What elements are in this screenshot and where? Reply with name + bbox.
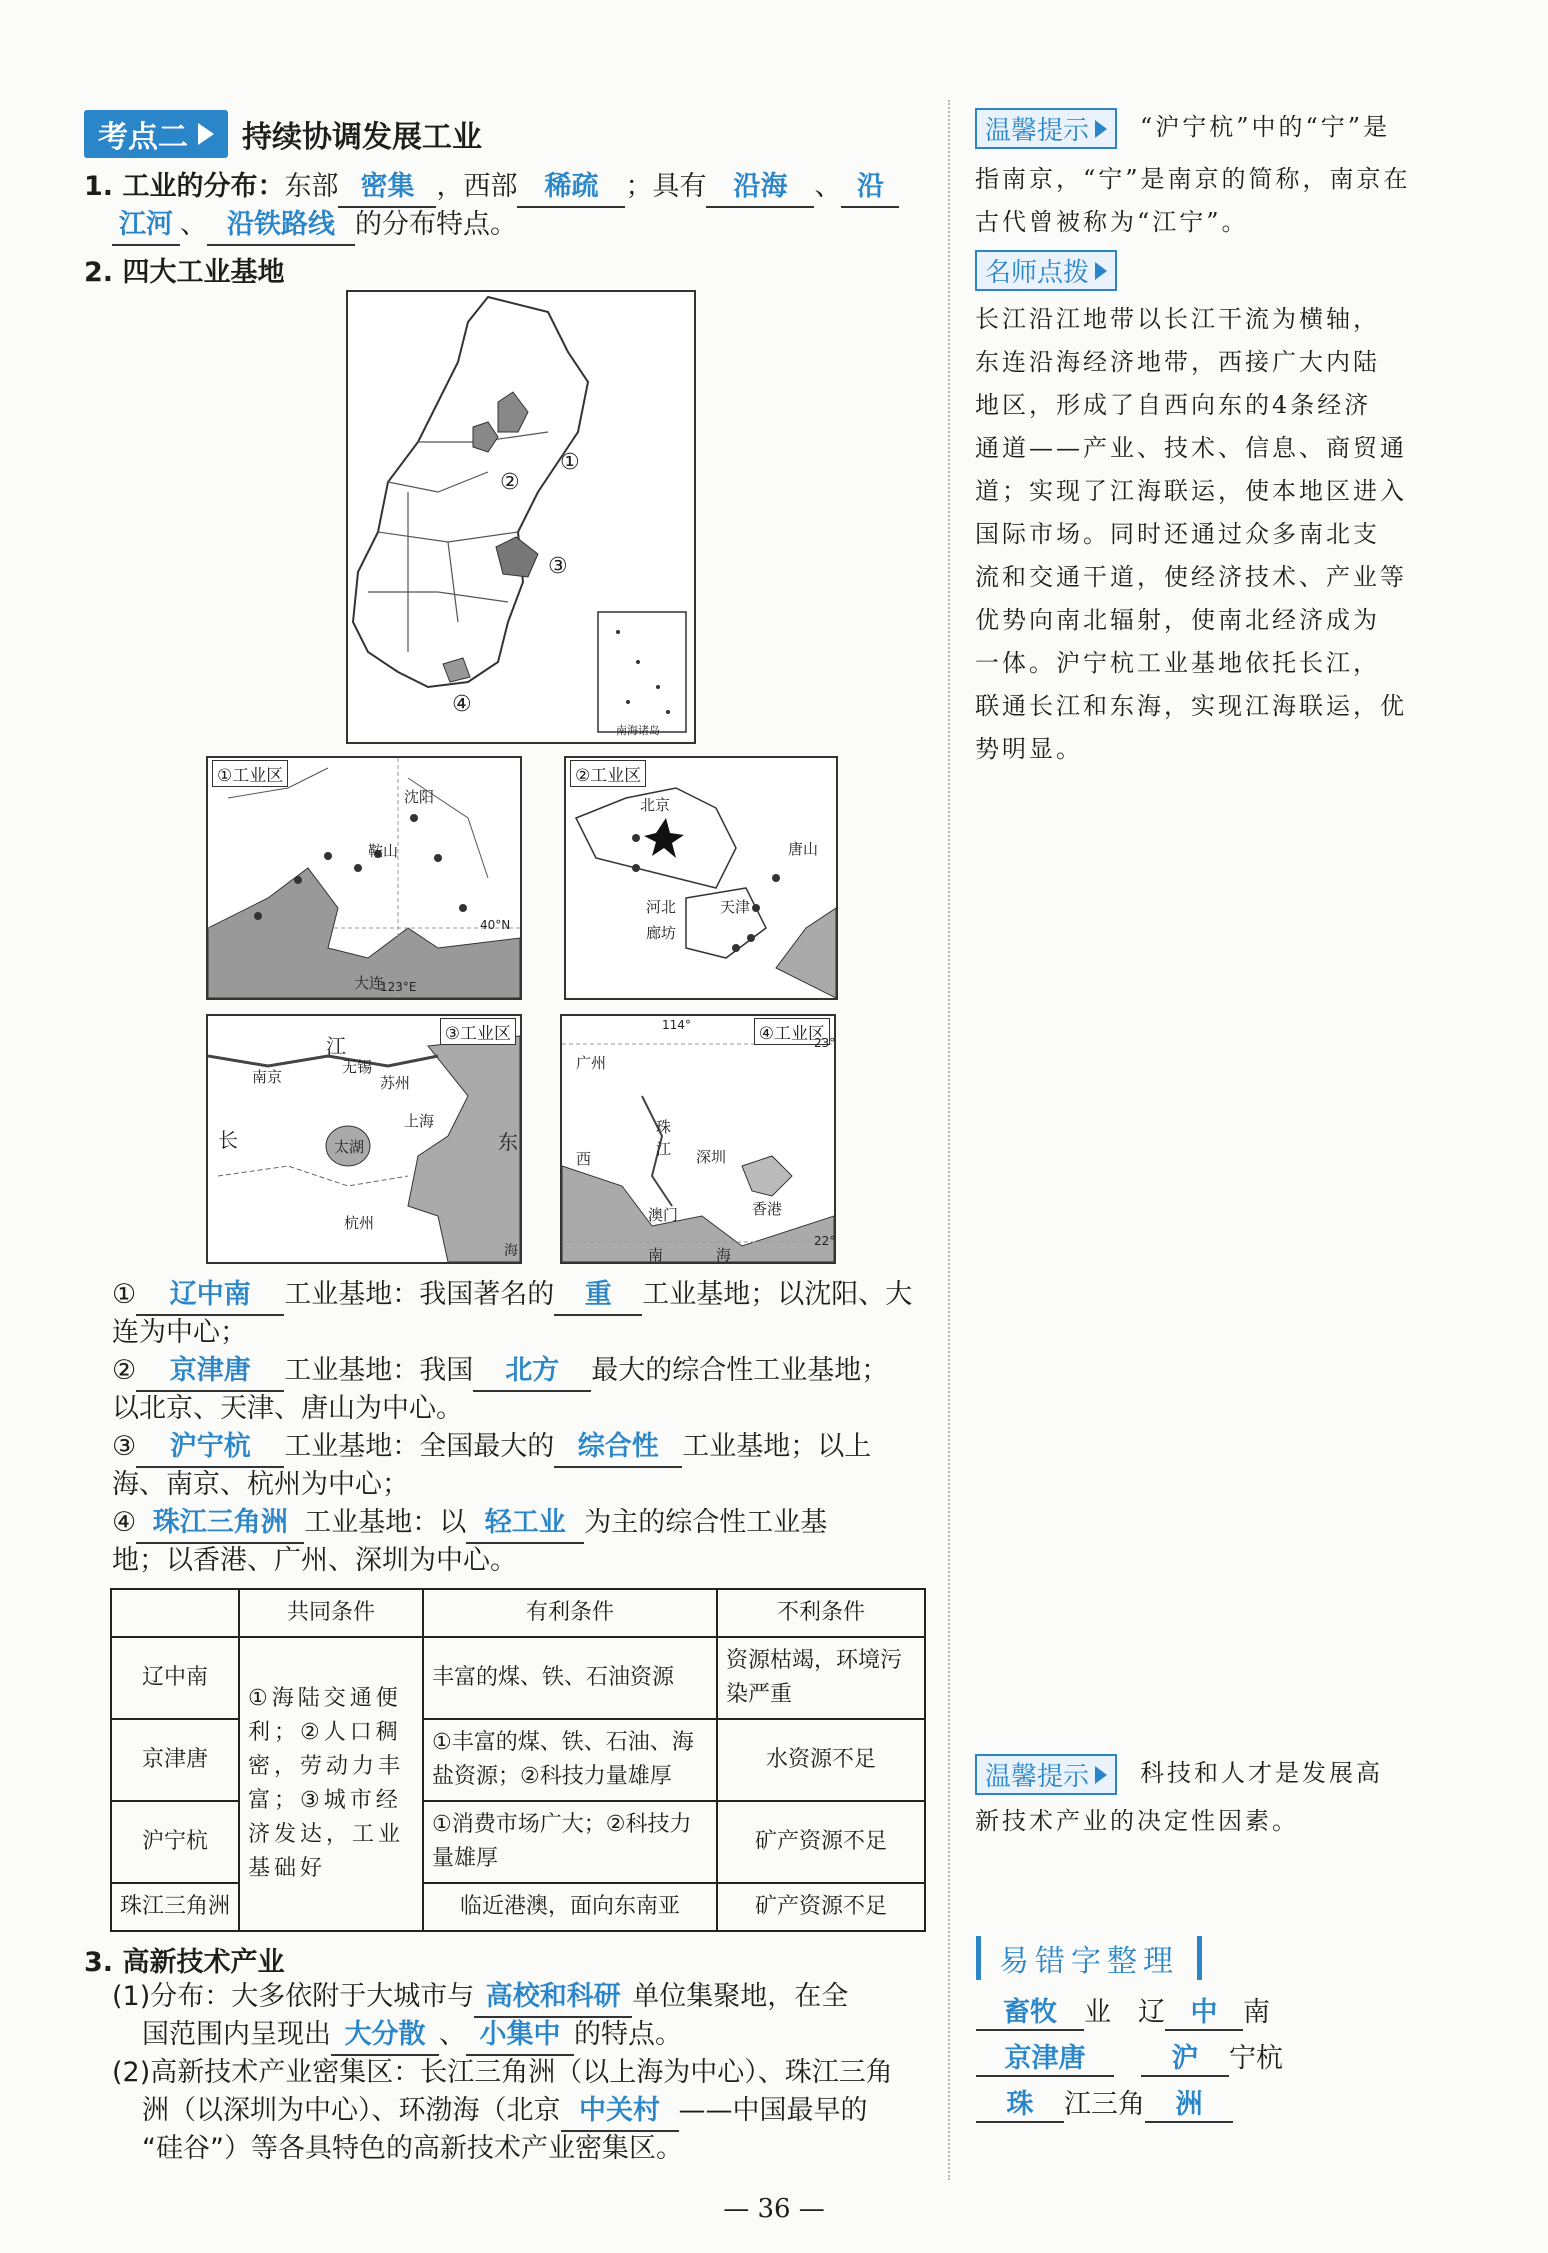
typo-row-3 (976, 2082, 1233, 2123)
place-label: 江 (656, 1140, 672, 1158)
place-label: 澳门 (648, 1206, 679, 1224)
text: 工业基地；以沈阳、大 (642, 1279, 913, 1310)
table-header (111, 1589, 239, 1637)
tip2-line: 东连沿海经济地带，西接广大内陆 (975, 348, 1380, 376)
text: 的特点。 (574, 2019, 682, 2050)
answer-blank: 沿 (841, 168, 899, 208)
answer-blank: 轻工业 (466, 1504, 584, 1544)
column-divider (948, 100, 950, 2180)
favorable-cell: ①消费市场广大；②科技力量雄厚 (423, 1801, 717, 1883)
text (1114, 2043, 1141, 2074)
section-tag (84, 110, 228, 158)
text: ① (112, 1279, 137, 1310)
place-label: 太湖 (334, 1138, 365, 1156)
map2-label: ②工业区 (570, 760, 646, 787)
common-conditions: ①海陆交通便利；②人口稠密，劳动力丰富；③城市经济发达，工业基础好 (239, 1637, 423, 1931)
row-name: 京津唐 (111, 1719, 239, 1801)
text: ；具有 (625, 171, 707, 202)
text: 单位集聚地，在全 (632, 1981, 849, 2012)
section-header (84, 112, 482, 156)
answer-blank: 珠 (976, 2082, 1064, 2123)
answer-blank: 洲 (1145, 2082, 1233, 2123)
item1-label: 1. 工业的分布： (84, 171, 285, 202)
tip2-line: 长江沿江地带以长江干流为横轴， (975, 305, 1380, 333)
unfavorable-cell: 资源枯竭，环境污染严重 (717, 1637, 925, 1719)
typo-row-1 (976, 1990, 1270, 2031)
item3-p2-line3: “硅谷”）等各具特色的高新技术产业密集区。 (142, 2133, 683, 2164)
text: 为主的综合性工业基 (584, 1507, 828, 1538)
place-label: 北京 (640, 796, 671, 814)
table-header: 共同条件 (239, 1589, 423, 1637)
industrial-base-table (110, 1588, 926, 1932)
table-row (111, 1719, 925, 1801)
base-2 (112, 1352, 888, 1392)
item2-label: 2. 四大工业基地 (84, 257, 285, 288)
tip2-line: 通道——产业、技术、信息、商贸通 (975, 434, 1407, 462)
answer-blank: 高校和科研 (474, 1978, 632, 2018)
text: 南 (1243, 1997, 1270, 2028)
map-industrial-zone-3 (206, 1014, 522, 1264)
item3-label: 3. 高新技术产业 (84, 1947, 285, 1978)
text: 东部 (284, 171, 339, 202)
answer-blank: 沿海 (706, 168, 814, 208)
answer-blank: 沪 (1141, 2036, 1229, 2077)
favorable-cell: 丰富的煤、铁、石油资源 (423, 1637, 717, 1719)
base-4-cont: 地；以香港、广州、深圳为中心。 (112, 1545, 517, 1576)
text: 宁杭 (1229, 2043, 1283, 2074)
section-tag-label: 考点二 (98, 120, 188, 155)
table-row (111, 1801, 925, 1883)
text: ③ (112, 1431, 137, 1462)
text: 国范围内呈现出 (142, 2019, 331, 2050)
text: 洲（以深圳为中心）、环渤海（北京 (142, 2095, 561, 2126)
item3-p1-line2 (142, 2016, 682, 2056)
tip-tag-label: 名师点拨 (985, 258, 1090, 288)
text: 工业基地：我国 (284, 1355, 474, 1386)
answer-blank: 江河 (112, 206, 180, 246)
table-header: 有利条件 (423, 1589, 717, 1637)
arrow-icon (198, 123, 214, 145)
tip1-line: 古代曾被称为“江宁”。 (975, 208, 1249, 236)
place-label: 南 (648, 1246, 664, 1264)
favorable-cell: 临近港澳，面向东南亚 (423, 1883, 717, 1931)
place-label: 123°E (380, 980, 417, 994)
place-label: 杭州 (344, 1214, 375, 1232)
place-label: 海 (504, 1243, 518, 1259)
item3-p2-line1: (2)高新技术产业密集区：长江三角洲（以上海为中心）、珠江三角 (112, 2057, 893, 2088)
page-number: — 36 — (723, 2194, 825, 2224)
answer-blank: 大分散 (331, 2016, 439, 2056)
answer-blank: 沪宁杭 (136, 1428, 284, 1468)
map2-drawing (566, 758, 836, 998)
base-3-cont: 海、南京、杭州为中心； (112, 1469, 409, 1500)
text: 、 (439, 2019, 466, 2050)
place-label: 无锡 (342, 1058, 373, 1076)
map-mark-3: ③ (548, 554, 568, 579)
map-industrial-zone-2 (564, 756, 838, 1000)
typo-review-title: 易错字整理 (976, 1936, 1202, 1980)
answer-blank: 沿铁路线 (207, 206, 355, 246)
place-label: 上海 (404, 1112, 435, 1130)
place-label: 大连 (354, 974, 385, 992)
answer-blank: 京津唐 (136, 1352, 284, 1392)
answer-blank: 密集 (338, 168, 436, 208)
map3-label: ③工业区 (440, 1018, 516, 1045)
place-label: 114° (662, 1018, 691, 1032)
table-row (111, 1883, 925, 1931)
text: 最大的综合性工业基地； (591, 1355, 889, 1386)
tip2-line: 国际市场。同时还通过众多南北支 (975, 520, 1380, 548)
place-label: 苏州 (380, 1074, 411, 1092)
tip2-line: 流和交通干道，使经济技术、产业等 (975, 563, 1407, 591)
answer-blank: 北方 (473, 1352, 591, 1392)
place-label: 23° (814, 1036, 836, 1050)
tip2-line: 势明显。 (975, 735, 1083, 763)
place-label: 沈阳 (404, 788, 435, 806)
section-title: 持续协调发展工业 (242, 120, 482, 155)
map-mark-4: ④ (452, 692, 472, 717)
item1-line2 (112, 206, 517, 246)
item3-p1-line1 (112, 1978, 848, 2018)
text: ——中国最早的 (678, 2095, 868, 2126)
tip1-body (975, 158, 1425, 244)
table-header-row (111, 1589, 925, 1637)
text: 业 辽 (1084, 1997, 1165, 2028)
place-label: 南京 (252, 1068, 283, 1086)
place-label: 深圳 (696, 1148, 727, 1166)
item3-p2-line2 (142, 2092, 868, 2132)
row-name: 沪宁杭 (111, 1801, 239, 1883)
place-label: 西 (576, 1150, 592, 1168)
place-label: 22° (814, 1234, 836, 1248)
base-4 (112, 1504, 827, 1544)
text: 的分布特点。 (355, 209, 517, 240)
map4-label: ④工业区 (754, 1018, 830, 1045)
tip-tag-3 (975, 1754, 1117, 1795)
place-label: 鞍山 (368, 842, 399, 860)
map-industrial-zone-4 (560, 1014, 836, 1264)
table-row (111, 1637, 925, 1719)
place-label: 唐山 (788, 840, 819, 858)
tip2-body (975, 298, 1425, 771)
text: ，西部 (436, 171, 518, 202)
answer-blank: 中 (1165, 1990, 1243, 2031)
unfavorable-cell: 矿产资源不足 (717, 1801, 925, 1883)
answer-blank: 京津唐 (976, 2036, 1114, 2077)
text: 江三角 (1064, 2089, 1145, 2120)
answer-blank: 综合性 (554, 1428, 682, 1468)
answer-blank: 小集中 (466, 2016, 574, 2056)
item1-line1 (84, 168, 899, 208)
tip3-line2: 新技术产业的决定性因素。 (975, 1807, 1299, 1835)
place-label: 珠 (656, 1118, 672, 1136)
china-map-drawing (348, 292, 694, 742)
place-label: 天津 (720, 898, 751, 916)
text: ④ (112, 1507, 137, 1538)
tip-tag-label: 温馨提示 (985, 116, 1090, 146)
tip3-line1: 科技和人才是发展高 (1140, 1759, 1383, 1787)
tip2-line: 一体。沪宁杭工业基地依托长江， (975, 649, 1380, 677)
tip1-line: 指南京，“宁”是南京的简称，南京在 (975, 165, 1411, 193)
place-label: 廊坊 (646, 924, 677, 942)
tip2-line: 地区，形成了自西向东的4条经济 (975, 391, 1372, 419)
typo-row-2 (976, 2036, 1283, 2077)
place-label: 广州 (576, 1054, 607, 1072)
unfavorable-cell: 水资源不足 (717, 1719, 925, 1801)
text: 工业基地：全国最大的 (284, 1431, 555, 1462)
text: ② (112, 1355, 137, 1386)
answer-blank: 珠江三角洲 (136, 1504, 304, 1544)
row-name: 辽中南 (111, 1637, 239, 1719)
text: 、 (180, 209, 207, 240)
map-industrial-zone-1 (206, 756, 522, 1000)
answer-blank: 畜牧 (976, 1990, 1084, 2031)
place-label: 海 (716, 1246, 732, 1264)
favorable-cell: ①丰富的煤、铁、石油、海盐资源；②科技力量雄厚 (423, 1719, 717, 1801)
answer-blank: 稀疏 (517, 168, 625, 208)
answer-blank: 中关村 (561, 2092, 679, 2132)
base-3 (112, 1428, 871, 1468)
tip-tag-label: 温馨提示 (985, 1762, 1090, 1792)
tip-tag-1 (975, 108, 1117, 149)
text: 工业基地：我国著名的 (284, 1279, 555, 1310)
map-mark-1: ① (560, 450, 580, 475)
tip2-line: 道；实现了江海联运，使本地区进入 (975, 477, 1407, 505)
china-map (346, 290, 696, 744)
table-header: 不利条件 (717, 1589, 925, 1637)
inset-caption: 南海诸岛 (616, 724, 660, 737)
text: 工业基地：以 (304, 1507, 467, 1538)
base-1-cont: 连为中心； (112, 1317, 247, 1348)
text: (1)分布：大多依附于大城市与 (112, 1981, 475, 2012)
row-name: 珠江三角洲 (111, 1883, 239, 1931)
answer-blank: 重 (554, 1276, 642, 1316)
unfavorable-cell: 矿产资源不足 (717, 1883, 925, 1931)
answer-blank: 辽中南 (136, 1276, 284, 1316)
place-label: 江 (326, 1034, 346, 1058)
base-2-cont: 以北京、天津、唐山为中心。 (112, 1393, 463, 1424)
tip1-line1: “沪宁杭”中的“宁”是 (1140, 113, 1391, 141)
place-label: 长 (218, 1128, 238, 1152)
base-1 (112, 1276, 912, 1316)
text: 、 (814, 171, 842, 202)
tip-tag-2 (975, 250, 1117, 291)
map1-label: ①工业区 (212, 760, 288, 787)
map-mark-2: ② (500, 470, 520, 495)
place-label: 40°N (480, 918, 511, 932)
text: 工业基地；以上 (682, 1431, 872, 1462)
tip2-line: 优势向南北辐射，使南北经济成为 (975, 606, 1380, 634)
tip2-line: 联通长江和东海，实现江海联运，优 (975, 692, 1407, 720)
place-label: 东 (498, 1130, 518, 1154)
map1-drawing (208, 758, 520, 998)
place-label: 河北 (646, 898, 677, 916)
place-label: 香港 (752, 1200, 783, 1218)
